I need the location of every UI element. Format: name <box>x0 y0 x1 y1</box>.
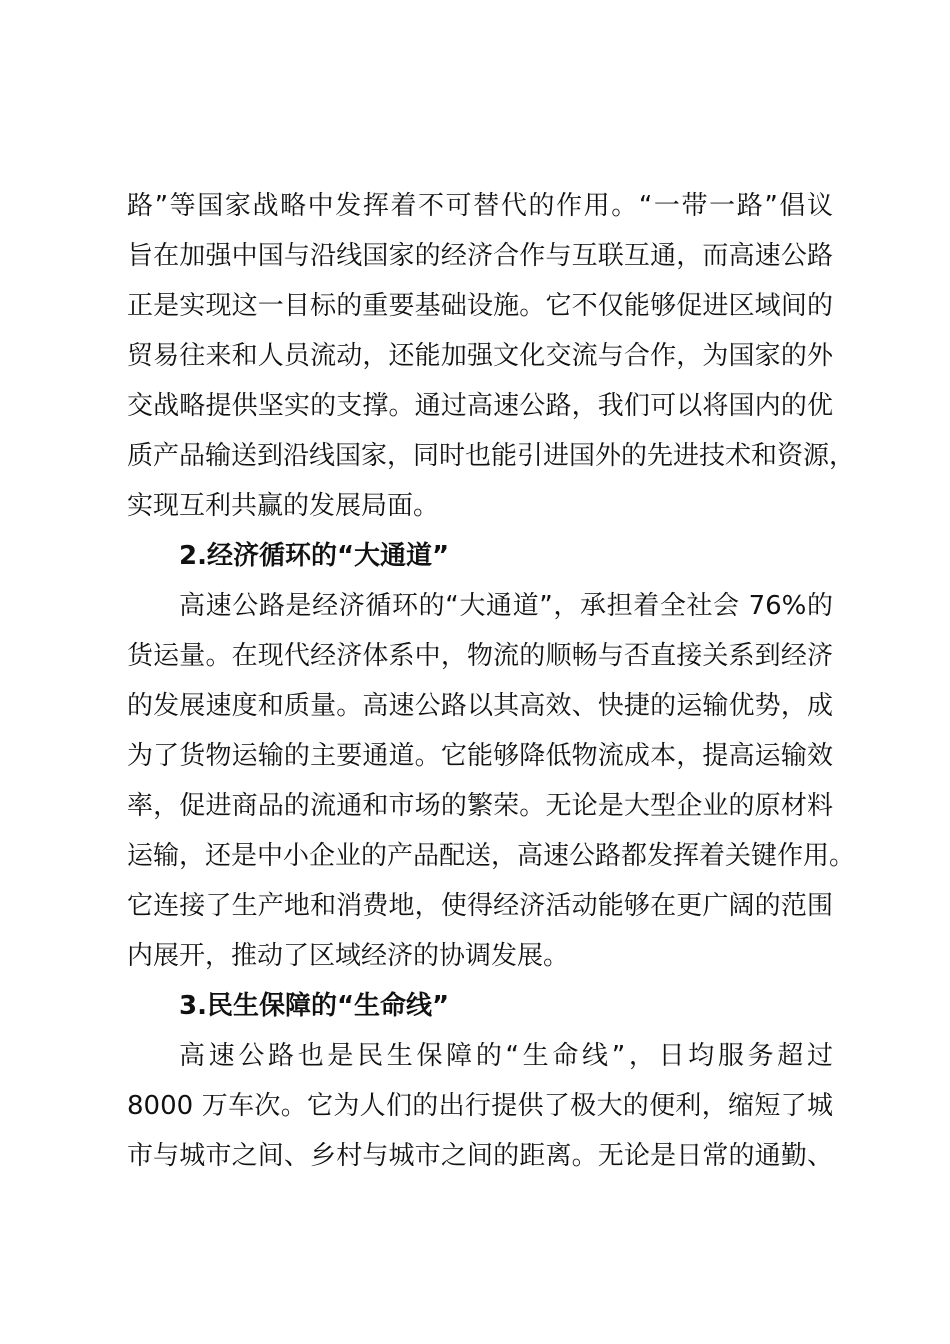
paragraph-line: 的发展速度和质量。高速公路以其高效、快捷的运输优势，成 <box>127 691 833 721</box>
paragraph-line: 路”等国家战略中发挥着不可替代的作用。“一带一路”倡议 <box>127 191 833 221</box>
paragraph-line: 高速公路是经济循环的“大通道”，承担着全社会 76%的 <box>179 591 833 621</box>
paragraph-line: 实现互利共赢的发展局面。 <box>127 491 440 521</box>
paragraph-line: 交战略提供坚实的支撑。通过高速公路，我们可以将国内的优 <box>127 391 833 421</box>
paragraph-line: 正是实现这一目标的重要基础设施。它不仅能够促进区域间的 <box>127 291 833 321</box>
paragraph-line: 8000 万车次。它为人们的出行提供了极大的便利，缩短了城 <box>127 1091 833 1121</box>
paragraph-line: 它连接了生产地和消费地，使得经济活动能够在更广阔的范围 <box>127 891 833 921</box>
paragraph-line: 为了货物运输的主要通道。它能够降低物流成本，提高运输效 <box>127 741 833 771</box>
paragraph-line: 运输，还是中小企业的产品配送，高速公路都发挥着关键作用。 <box>127 841 856 871</box>
section-heading: 2.经济循环的“大通道” <box>179 541 450 571</box>
section-heading: 3.民生保障的“生命线” <box>179 991 450 1021</box>
paragraph-line: 市与城市之间、乡村与城市之间的距离。无论是日常的通勤、 <box>127 1141 833 1171</box>
paragraph-line: 旨在加强中国与沿线国家的经济合作与互联互通，而高速公路 <box>127 241 833 271</box>
paragraph-line: 质产品输送到沿线国家，同时也能引进国外的先进技术和资源， <box>127 441 856 471</box>
paragraph-line: 贸易往来和人员流动，还能加强文化交流与合作，为国家的外 <box>127 341 833 371</box>
paragraph-line: 货运量。在现代经济体系中，物流的顺畅与否直接关系到经济 <box>127 641 833 671</box>
paragraph-line: 高速公路也是民生保障的“生命线”，日均服务超过 <box>179 1041 833 1071</box>
paragraph-line: 内展开，推动了区域经济的协调发展。 <box>127 941 570 971</box>
paragraph-line: 率，促进商品的流通和市场的繁荣。无论是大型企业的原材料 <box>127 791 833 821</box>
